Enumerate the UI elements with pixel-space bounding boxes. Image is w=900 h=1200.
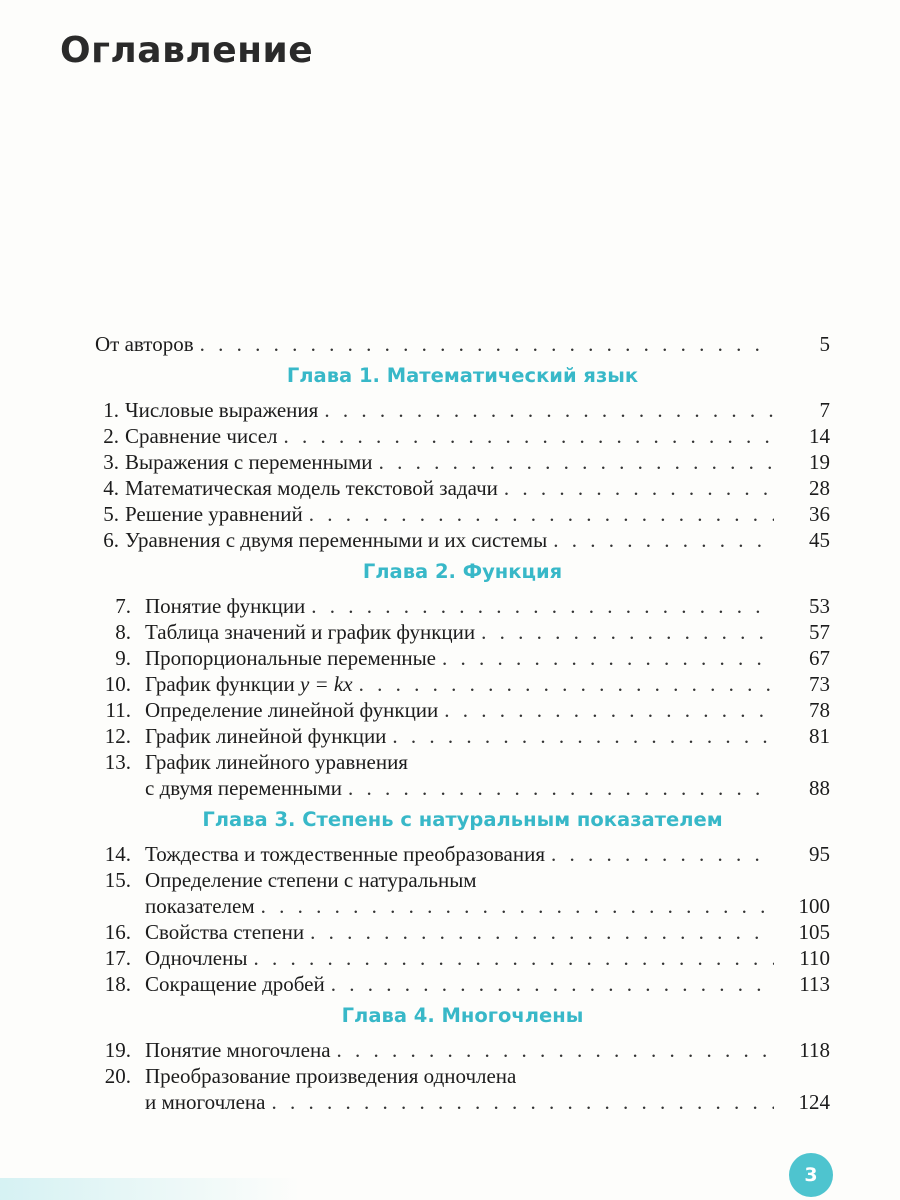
leader-dots — [442, 645, 774, 671]
toc-entry-title-text: График функции — [145, 672, 295, 696]
toc-entry-page: 110 — [799, 946, 830, 970]
toc-entry[interactable] — [95, 527, 830, 553]
leader-dots — [271, 1089, 774, 1115]
toc-entry-page: 53 — [809, 594, 830, 618]
toc-entry-number: 9. — [115, 646, 131, 670]
toc-entry-page: 113 — [799, 972, 830, 996]
toc-entry[interactable] — [95, 475, 830, 501]
toc-entry[interactable] — [95, 697, 830, 723]
toc-entry-page: 57 — [809, 620, 830, 644]
toc-entry-title: Понятие многочлена — [145, 1038, 331, 1062]
toc-entry-title: Уравнения с двумя переменными и их системы — [125, 528, 548, 552]
toc-entry-number: 19. — [104, 1038, 131, 1062]
leader-dots — [324, 397, 774, 423]
toc-entry[interactable] — [95, 919, 830, 945]
toc-entry-number: 11. — [105, 698, 131, 722]
toc-entry-number: 15. — [104, 868, 131, 892]
toc-entry-number: 6. — [103, 528, 119, 552]
leader-dots — [553, 527, 774, 553]
toc-entry[interactable] — [95, 723, 830, 749]
toc-entry-page: 88 — [809, 776, 830, 800]
toc-entry-page: 124 — [798, 1090, 830, 1114]
toc-entry-title: Определение степени с натуральным — [145, 868, 477, 892]
toc-entry-number: 14. — [104, 842, 131, 866]
toc-entry-intro[interactable] — [95, 331, 830, 357]
chapter-heading-4[interactable]: Глава 4. Многочлены — [341, 1004, 584, 1027]
toc-entry-page: 67 — [809, 646, 830, 670]
toc-entry-page: 36 — [809, 502, 830, 526]
toc-entry-page: 73 — [809, 672, 830, 696]
toc-entry-number: 13. — [104, 750, 131, 774]
toc-entry[interactable] — [95, 841, 830, 867]
toc-entry[interactable] — [95, 749, 830, 775]
leader-dots — [359, 671, 774, 697]
toc-entry-title: Одночлены — [145, 946, 248, 970]
toc-entry-page: 5 — [819, 332, 830, 356]
toc-entry[interactable] — [95, 501, 830, 527]
leader-dots — [331, 971, 774, 997]
toc-entry[interactable] — [95, 1037, 830, 1063]
toc-entry-title: Сравнение чисел — [125, 424, 278, 448]
toc-entry-page: 19 — [809, 450, 830, 474]
toc-entry-title: Математическая модель текстовой задачи — [125, 476, 498, 500]
toc-entry-title: Пропорциональные переменные — [145, 646, 436, 670]
leader-dots — [261, 893, 774, 919]
toc-entry-number: 8. — [115, 620, 131, 644]
toc-entry[interactable] — [95, 619, 830, 645]
toc-entry[interactable] — [95, 645, 830, 671]
chapter-2-entries — [95, 593, 830, 801]
toc-entry-title — [145, 671, 353, 697]
chapter-heading-3[interactable]: Глава 3. Степень с натуральным показателем — [202, 808, 723, 831]
toc-entry[interactable] — [95, 449, 830, 475]
toc-entry[interactable] — [95, 867, 830, 893]
leader-dots — [444, 697, 774, 723]
toc-entry[interactable] — [95, 423, 830, 449]
formula: y = kx — [299, 672, 353, 696]
toc-entry-title: Преобразование произведения одночлена — [145, 1064, 517, 1088]
toc-entry-title: График линейной функции — [145, 724, 387, 748]
chapter-4-entries — [95, 1037, 830, 1115]
toc-entry-number: 2. — [103, 424, 119, 448]
toc-entry[interactable] — [95, 945, 830, 971]
toc-entry-number: 5. — [103, 502, 119, 526]
leader-dots — [392, 723, 774, 749]
toc-entry-number: 18. — [104, 972, 131, 996]
toc-entry[interactable] — [95, 593, 830, 619]
toc-entry-number: 4. — [103, 476, 119, 500]
toc-entry-number: 12. — [104, 724, 131, 748]
toc-entry-page: 95 — [809, 842, 830, 866]
toc-entry-title: Понятие функции — [145, 594, 306, 618]
leader-dots — [310, 919, 774, 945]
leader-dots — [311, 593, 774, 619]
leader-dots — [379, 449, 774, 475]
toc-entry-title: Сокращение дробей — [145, 972, 325, 996]
page-number-badge: 3 — [789, 1153, 833, 1197]
toc-entry-number: 17. — [104, 946, 131, 970]
toc-entry-title: Выражения с переменными — [125, 450, 373, 474]
toc-entry-page: 14 — [809, 424, 830, 448]
toc-entry-title: Решение уравнений — [125, 502, 303, 526]
toc-entry-number: 3. — [103, 450, 119, 474]
toc-entry-continuation[interactable] — [95, 1089, 830, 1115]
toc-entry-page: 7 — [819, 398, 830, 422]
leader-dots — [504, 475, 774, 501]
chapter-1-entries — [95, 397, 830, 553]
leader-dots — [284, 423, 774, 449]
toc-entry-continuation[interactable] — [95, 775, 830, 801]
toc-entry-number: 16. — [104, 920, 131, 944]
toc-entry-title: Тождества и тождественные преобразования — [145, 842, 545, 866]
toc-entry-page: 105 — [798, 920, 830, 944]
toc-entry-title: График линейного уравнения — [145, 750, 408, 774]
toc-entry-title-cont: с двумя переменными — [145, 776, 342, 800]
table-of-contents — [95, 331, 830, 1115]
toc-entry-number: 7. — [115, 594, 131, 618]
leader-dots — [253, 945, 774, 971]
toc-entry-title: Определение линейной функции — [145, 698, 439, 722]
leader-dots — [481, 619, 774, 645]
toc-entry-title: Свойства степени — [145, 920, 305, 944]
toc-entry-number: 20. — [104, 1064, 131, 1088]
toc-entry-page: 100 — [798, 894, 830, 918]
toc-entry-title: Числовые выражения — [125, 398, 319, 422]
leader-dots — [551, 841, 774, 867]
toc-entry-number: 1. — [103, 398, 119, 422]
chapter-heading-2[interactable]: Глава 2. Функция — [362, 560, 563, 583]
leader-dots — [337, 1037, 774, 1063]
toc-entry-title-cont: показателем — [145, 894, 255, 918]
toc-entry[interactable] — [95, 671, 830, 697]
toc-entry-number: 10. — [104, 672, 131, 696]
page-title: Оглавление — [60, 30, 314, 71]
toc-entry[interactable] — [95, 1063, 830, 1089]
toc-entry-title-cont: и многочлена — [145, 1090, 266, 1114]
toc-entry-title: От авторов — [95, 332, 194, 356]
toc-entry-page: 45 — [809, 528, 830, 552]
chapter-heading-1[interactable]: Глава 1. Математический язык — [286, 364, 639, 387]
leader-dots — [200, 331, 774, 357]
toc-entry-continuation[interactable] — [95, 893, 830, 919]
toc-entry-title: Таблица значений и график функции — [145, 620, 476, 644]
leader-dots — [348, 775, 774, 801]
chapter-3-entries — [95, 841, 830, 997]
leader-dots — [309, 501, 774, 527]
toc-entry-page: 28 — [809, 476, 830, 500]
toc-entry-page: 118 — [799, 1038, 830, 1062]
decorative-corner-tint — [0, 1178, 300, 1200]
toc-entry-page: 81 — [809, 724, 830, 748]
toc-entry[interactable] — [95, 971, 830, 997]
toc-entry-page: 78 — [809, 698, 830, 722]
toc-entry[interactable] — [95, 397, 830, 423]
